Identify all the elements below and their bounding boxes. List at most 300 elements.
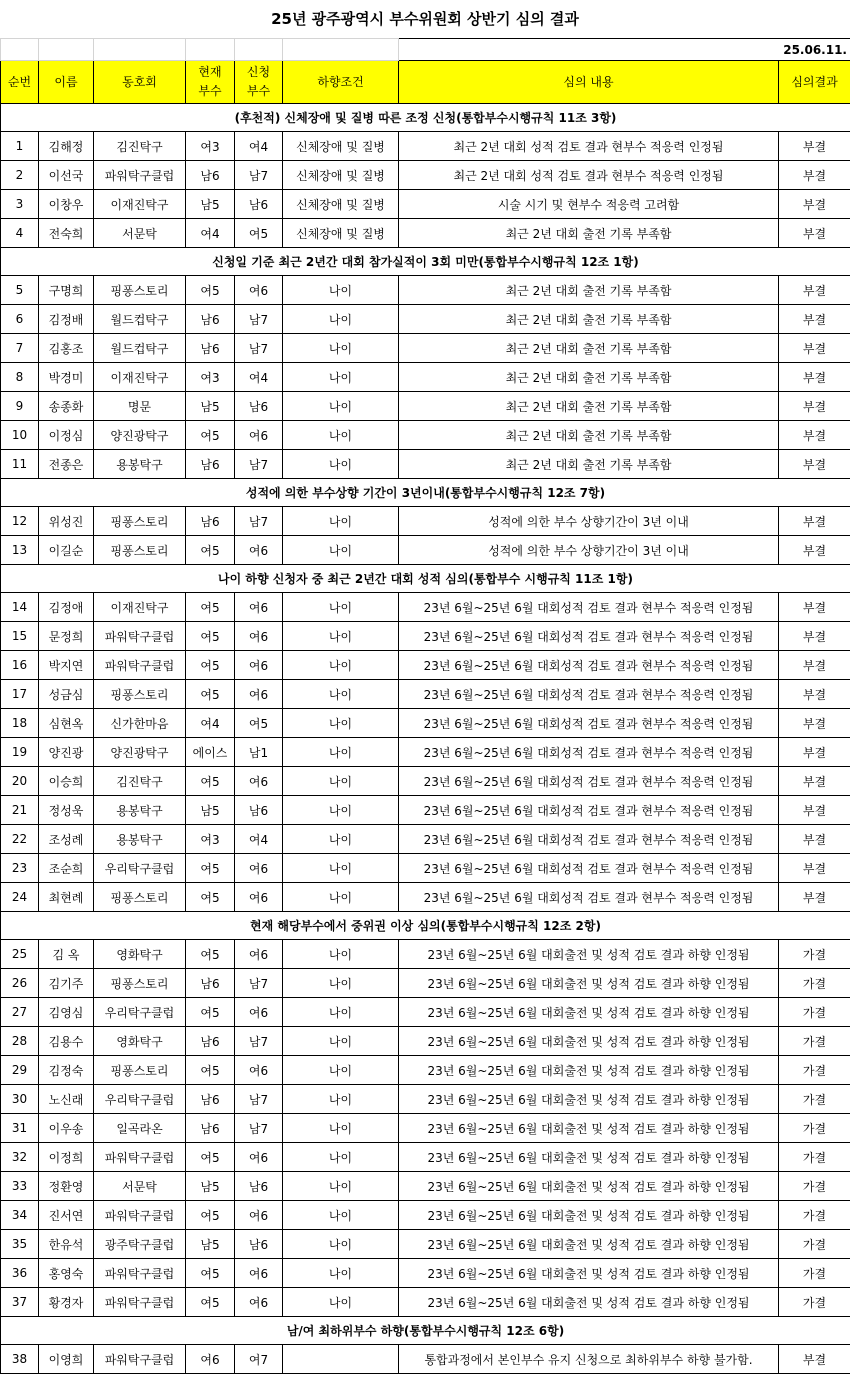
cell-requested-level: 여6 <box>235 421 283 450</box>
section-row <box>1 104 850 132</box>
cell-content: 23년 6월~25년 6월 대회출전 및 성적 검토 결과 하향 인정됨 <box>399 1143 779 1172</box>
table-row <box>1 536 850 565</box>
cell-result: 부결 <box>779 593 850 622</box>
cell-name: 한유석 <box>39 1230 94 1259</box>
cell-requested-level: 남7 <box>235 507 283 536</box>
cell-club: 영화탁구 <box>94 940 186 969</box>
cell-no: 12 <box>1 507 39 536</box>
cell-name: 김영심 <box>39 998 94 1027</box>
table-row <box>1 1027 850 1056</box>
table-row <box>1 1230 850 1259</box>
header-no: 순번 <box>1 61 39 104</box>
cell-content: 23년 6월~25년 6월 대회출전 및 성적 검토 결과 하향 인정됨 <box>399 1056 779 1085</box>
cell-condition: 나이 <box>283 1143 399 1172</box>
cell-name: 송종화 <box>39 392 94 421</box>
cell-result: 부결 <box>779 190 850 219</box>
cell-content: 최근 2년 대회 출전 기록 부족함 <box>399 450 779 479</box>
table-row <box>1 767 850 796</box>
cell-no: 33 <box>1 1172 39 1201</box>
section-row <box>1 1317 850 1345</box>
cell-condition <box>283 1345 399 1374</box>
cell-current-level: 남5 <box>186 796 235 825</box>
cell-club: 용봉탁구 <box>94 796 186 825</box>
cell-result: 가결 <box>779 1027 850 1056</box>
cell-no: 35 <box>1 1230 39 1259</box>
cell-name: 이영희 <box>39 1345 94 1374</box>
cell-no: 8 <box>1 363 39 392</box>
cell-content: 23년 6월~25년 6월 대회출전 및 성적 검토 결과 하향 인정됨 <box>399 1230 779 1259</box>
cell-content: 23년 6월~25년 6월 대회출전 및 성적 검토 결과 하향 인정됨 <box>399 1288 779 1317</box>
table-row <box>1 276 850 305</box>
cell-name: 이정희 <box>39 1143 94 1172</box>
table-row <box>1 1056 850 1085</box>
cell-result: 가결 <box>779 1085 850 1114</box>
cell-content: 최근 2년 대회 출전 기록 부족함 <box>399 334 779 363</box>
cell-no: 3 <box>1 190 39 219</box>
cell-current-level: 남5 <box>186 1172 235 1201</box>
cell-current-level: 여5 <box>186 276 235 305</box>
cell-result: 부결 <box>779 276 850 305</box>
header-current-level: 현재 부수 <box>186 61 235 104</box>
cell-name: 이길순 <box>39 536 94 565</box>
cell-club: 파워탁구클럽 <box>94 1201 186 1230</box>
cell-content: 23년 6월~25년 6월 대회성적 검토 결과 현부수 적응력 인정됨 <box>399 651 779 680</box>
cell-content: 23년 6월~25년 6월 대회성적 검토 결과 현부수 적응력 인정됨 <box>399 709 779 738</box>
cell-name: 박경미 <box>39 363 94 392</box>
cell-no: 4 <box>1 219 39 248</box>
cell-no: 9 <box>1 392 39 421</box>
cell-current-level: 여5 <box>186 854 235 883</box>
cell-club: 김진탁구 <box>94 767 186 796</box>
header-content: 심의 내용 <box>399 61 779 104</box>
cell-condition: 나이 <box>283 998 399 1027</box>
cell-result: 가결 <box>779 1288 850 1317</box>
review-date: 25.06.11. <box>399 39 850 61</box>
cell-condition: 나이 <box>283 738 399 767</box>
cell-requested-level: 남1 <box>235 738 283 767</box>
cell-name: 이정심 <box>39 421 94 450</box>
cell-condition: 나이 <box>283 507 399 536</box>
cell-current-level: 여5 <box>186 1056 235 1085</box>
cell-result: 부결 <box>779 738 850 767</box>
cell-no: 32 <box>1 1143 39 1172</box>
cell-no: 16 <box>1 651 39 680</box>
cell-requested-level: 남7 <box>235 334 283 363</box>
cell-result: 부결 <box>779 767 850 796</box>
table-row <box>1 190 850 219</box>
cell-content: 최근 2년 대회 출전 기록 부족함 <box>399 219 779 248</box>
cell-current-level: 남6 <box>186 1027 235 1056</box>
cell-club: 핑퐁스토리 <box>94 276 186 305</box>
cell-club: 이재진탁구 <box>94 593 186 622</box>
cell-condition: 나이 <box>283 883 399 912</box>
table-row <box>1 651 850 680</box>
cell-club: 양진광탁구 <box>94 738 186 767</box>
cell-current-level: 남6 <box>186 334 235 363</box>
cell-name: 김홍조 <box>39 334 94 363</box>
cell-result: 가결 <box>779 969 850 998</box>
cell-result: 부결 <box>779 536 850 565</box>
cell-no: 25 <box>1 940 39 969</box>
cell-name: 황경자 <box>39 1288 94 1317</box>
cell-club: 월드컵탁구 <box>94 334 186 363</box>
cell-content: 23년 6월~25년 6월 대회출전 및 성적 검토 결과 하향 인정됨 <box>399 1114 779 1143</box>
table-row <box>1 1201 850 1230</box>
cell-condition: 나이 <box>283 1259 399 1288</box>
cell-requested-level: 여5 <box>235 709 283 738</box>
cell-requested-level: 남7 <box>235 969 283 998</box>
cell-name: 최현례 <box>39 883 94 912</box>
cell-requested-level: 여6 <box>235 767 283 796</box>
cell-club: 파워탁구클럽 <box>94 1345 186 1374</box>
cell-no: 23 <box>1 854 39 883</box>
cell-result: 부결 <box>779 796 850 825</box>
cell-name: 박지연 <box>39 651 94 680</box>
cell-content: 최근 2년 대회 성적 검토 결과 현부수 적응력 인정됨 <box>399 132 779 161</box>
cell-name: 이우송 <box>39 1114 94 1143</box>
header-row <box>1 61 850 104</box>
cell-requested-level: 여6 <box>235 1201 283 1230</box>
cell-content: 23년 6월~25년 6월 대회성적 검토 결과 현부수 적응력 인정됨 <box>399 883 779 912</box>
cell-current-level: 여5 <box>186 1259 235 1288</box>
cell-result: 가결 <box>779 1201 850 1230</box>
cell-current-level: 남6 <box>186 1114 235 1143</box>
cell-no: 13 <box>1 536 39 565</box>
table-row <box>1 161 850 190</box>
table-row <box>1 1288 850 1317</box>
cell-current-level: 남5 <box>186 1230 235 1259</box>
cell-no: 19 <box>1 738 39 767</box>
cell-no: 31 <box>1 1114 39 1143</box>
cell-requested-level: 여6 <box>235 998 283 1027</box>
cell-condition: 나이 <box>283 1172 399 1201</box>
cell-name: 구명희 <box>39 276 94 305</box>
table-row <box>1 421 850 450</box>
cell-result: 가결 <box>779 1056 850 1085</box>
cell-club: 파워탁구클럽 <box>94 161 186 190</box>
section-row <box>1 912 850 940</box>
header-name: 이름 <box>39 61 94 104</box>
cell-name: 김정배 <box>39 305 94 334</box>
cell-content: 최근 2년 대회 출전 기록 부족함 <box>399 305 779 334</box>
cell-no: 37 <box>1 1288 39 1317</box>
cell-club: 파워탁구클럽 <box>94 1259 186 1288</box>
cell-condition: 나이 <box>283 651 399 680</box>
table-row <box>1 1143 850 1172</box>
cell-club: 우리탁구클럽 <box>94 854 186 883</box>
cell-current-level: 남6 <box>186 305 235 334</box>
cell-requested-level: 남7 <box>235 305 283 334</box>
cell-condition: 나이 <box>283 1085 399 1114</box>
cell-no: 34 <box>1 1201 39 1230</box>
header-requested-level: 신청 부수 <box>235 61 283 104</box>
cell-requested-level: 여6 <box>235 593 283 622</box>
cell-club: 이재진탁구 <box>94 363 186 392</box>
cell-requested-level: 여4 <box>235 363 283 392</box>
cell-club: 용봉탁구 <box>94 825 186 854</box>
cell-current-level: 여5 <box>186 651 235 680</box>
table-row <box>1 883 850 912</box>
cell-club: 명문 <box>94 392 186 421</box>
cell-no: 21 <box>1 796 39 825</box>
table-row <box>1 1085 850 1114</box>
cell-name: 이선국 <box>39 161 94 190</box>
cell-content: 23년 6월~25년 6월 대회성적 검토 결과 현부수 적응력 인정됨 <box>399 738 779 767</box>
cell-club: 우리탁구클럽 <box>94 998 186 1027</box>
cell-club: 파워탁구클럽 <box>94 651 186 680</box>
cell-requested-level: 남7 <box>235 1027 283 1056</box>
table-row <box>1 1114 850 1143</box>
cell-no: 7 <box>1 334 39 363</box>
cell-result: 부결 <box>779 709 850 738</box>
header-result: 심의결과 <box>779 61 850 104</box>
cell-content: 성적에 의한 부수 상향기간이 3년 이내 <box>399 536 779 565</box>
cell-condition: 나이 <box>283 1027 399 1056</box>
cell-condition: 나이 <box>283 767 399 796</box>
cell-result: 가결 <box>779 1114 850 1143</box>
cell-result: 부결 <box>779 622 850 651</box>
cell-requested-level: 여6 <box>235 883 283 912</box>
cell-no: 15 <box>1 622 39 651</box>
cell-requested-level: 남6 <box>235 392 283 421</box>
cell-content: 통합과정에서 본인부수 유지 신청으로 최하위부수 하향 불가함. <box>399 1345 779 1374</box>
result-table <box>0 38 850 1374</box>
table-row <box>1 507 850 536</box>
cell-requested-level: 남7 <box>235 1085 283 1114</box>
table-row <box>1 680 850 709</box>
cell-condition: 나이 <box>283 593 399 622</box>
cell-current-level: 여5 <box>186 998 235 1027</box>
cell-content: 23년 6월~25년 6월 대회성적 검토 결과 현부수 적응력 인정됨 <box>399 854 779 883</box>
cell-requested-level: 여5 <box>235 219 283 248</box>
cell-current-level: 여5 <box>186 593 235 622</box>
cell-condition: 나이 <box>283 969 399 998</box>
cell-no: 30 <box>1 1085 39 1114</box>
cell-name: 조성례 <box>39 825 94 854</box>
cell-club: 김진탁구 <box>94 132 186 161</box>
cell-requested-level: 여6 <box>235 651 283 680</box>
cell-current-level: 여5 <box>186 622 235 651</box>
cell-content: 최근 2년 대회 출전 기록 부족함 <box>399 392 779 421</box>
cell-condition: 나이 <box>283 796 399 825</box>
cell-name: 양진광 <box>39 738 94 767</box>
cell-no: 27 <box>1 998 39 1027</box>
cell-condition: 나이 <box>283 392 399 421</box>
cell-condition: 나이 <box>283 622 399 651</box>
table-row <box>1 132 850 161</box>
cell-no: 6 <box>1 305 39 334</box>
cell-no: 18 <box>1 709 39 738</box>
cell-content: 23년 6월~25년 6월 대회성적 검토 결과 현부수 적응력 인정됨 <box>399 622 779 651</box>
section-title: 신청일 기준 최근 2년간 대회 참가실적이 3회 미만(통합부수시행규칙 12조 1항) <box>1 248 850 276</box>
cell-club: 핑퐁스토리 <box>94 1056 186 1085</box>
cell-requested-level: 여6 <box>235 1143 283 1172</box>
cell-name: 진서연 <box>39 1201 94 1230</box>
cell-club: 핑퐁스토리 <box>94 536 186 565</box>
cell-current-level: 여4 <box>186 219 235 248</box>
cell-content: 23년 6월~25년 6월 대회출전 및 성적 검토 결과 하향 인정됨 <box>399 1259 779 1288</box>
cell-no: 22 <box>1 825 39 854</box>
cell-requested-level: 여6 <box>235 622 283 651</box>
cell-condition: 나이 <box>283 1056 399 1085</box>
cell-current-level: 여5 <box>186 1143 235 1172</box>
cell-condition: 신체장애 및 질병 <box>283 161 399 190</box>
cell-requested-level: 남7 <box>235 1114 283 1143</box>
table-row <box>1 392 850 421</box>
cell-condition: 나이 <box>283 450 399 479</box>
cell-condition: 나이 <box>283 305 399 334</box>
cell-requested-level: 여6 <box>235 680 283 709</box>
cell-condition: 신체장애 및 질병 <box>283 132 399 161</box>
section-title: 현재 해당부수에서 중위권 이상 심의(통합부수시행규칙 12조 2항) <box>1 912 850 940</box>
cell-requested-level: 여4 <box>235 132 283 161</box>
table-row <box>1 854 850 883</box>
cell-name: 김해정 <box>39 132 94 161</box>
cell-requested-level: 여6 <box>235 1288 283 1317</box>
cell-content: 23년 6월~25년 6월 대회성적 검토 결과 현부수 적응력 인정됨 <box>399 825 779 854</box>
header-condition: 하향조건 <box>283 61 399 104</box>
cell-requested-level: 남7 <box>235 161 283 190</box>
table-body <box>1 104 850 1374</box>
cell-club: 핑퐁스토리 <box>94 969 186 998</box>
cell-condition: 나이 <box>283 421 399 450</box>
cell-current-level: 남6 <box>186 507 235 536</box>
cell-no: 24 <box>1 883 39 912</box>
section-title: 남/여 최하위부수 하향(통합부수시행규칙 12조 6항) <box>1 1317 850 1345</box>
cell-club: 용봉탁구 <box>94 450 186 479</box>
cell-condition: 나이 <box>283 1230 399 1259</box>
section-row <box>1 565 850 593</box>
cell-club: 핑퐁스토리 <box>94 507 186 536</box>
header-club: 동호회 <box>94 61 186 104</box>
cell-condition: 나이 <box>283 536 399 565</box>
cell-name: 노신래 <box>39 1085 94 1114</box>
date-row <box>1 39 850 61</box>
cell-result: 가결 <box>779 1143 850 1172</box>
cell-content: 23년 6월~25년 6월 대회출전 및 성적 검토 결과 하향 인정됨 <box>399 1027 779 1056</box>
cell-result: 부결 <box>779 392 850 421</box>
cell-current-level: 여5 <box>186 680 235 709</box>
cell-content: 최근 2년 대회 출전 기록 부족함 <box>399 363 779 392</box>
cell-current-level: 여5 <box>186 421 235 450</box>
cell-current-level: 여3 <box>186 363 235 392</box>
cell-result: 부결 <box>779 1345 850 1374</box>
cell-result: 부결 <box>779 854 850 883</box>
cell-result: 부결 <box>779 363 850 392</box>
cell-condition: 나이 <box>283 709 399 738</box>
table-row <box>1 940 850 969</box>
cell-requested-level: 남6 <box>235 796 283 825</box>
cell-current-level: 남6 <box>186 161 235 190</box>
cell-current-level: 여5 <box>186 940 235 969</box>
cell-content: 시술 시기 및 현부수 적응력 고려함 <box>399 190 779 219</box>
cell-result: 부결 <box>779 651 850 680</box>
cell-club: 파워탁구클럽 <box>94 622 186 651</box>
section-title: 나이 하향 신청자 중 최근 2년간 대회 성적 심의(통합부수 시행규칙 11조 1항) <box>1 565 850 593</box>
cell-no: 10 <box>1 421 39 450</box>
cell-club: 핑퐁스토리 <box>94 680 186 709</box>
cell-result: 부결 <box>779 825 850 854</box>
cell-name: 문정희 <box>39 622 94 651</box>
table-row <box>1 593 850 622</box>
cell-content: 23년 6월~25년 6월 대회성적 검토 결과 현부수 적응력 인정됨 <box>399 767 779 796</box>
cell-club: 신가한마음 <box>94 709 186 738</box>
cell-no: 36 <box>1 1259 39 1288</box>
cell-name: 김정애 <box>39 593 94 622</box>
cell-requested-level: 남7 <box>235 450 283 479</box>
cell-club: 이재진탁구 <box>94 190 186 219</box>
cell-content: 성적에 의한 부수 상향기간이 3년 이내 <box>399 507 779 536</box>
cell-current-level: 여5 <box>186 1201 235 1230</box>
cell-club: 서문탁 <box>94 219 186 248</box>
cell-club: 일곡라온 <box>94 1114 186 1143</box>
cell-result: 부결 <box>779 161 850 190</box>
cell-current-level: 여6 <box>186 1345 235 1374</box>
cell-content: 23년 6월~25년 6월 대회출전 및 성적 검토 결과 하향 인정됨 <box>399 1201 779 1230</box>
section-title: 성적에 의한 부수상향 기간이 3년이내(통합부수시행규칙 12조 7항) <box>1 479 850 507</box>
cell-requested-level: 여4 <box>235 825 283 854</box>
cell-no: 2 <box>1 161 39 190</box>
cell-name: 정환영 <box>39 1172 94 1201</box>
cell-requested-level: 여6 <box>235 1259 283 1288</box>
cell-result: 부결 <box>779 132 850 161</box>
cell-current-level: 남6 <box>186 1085 235 1114</box>
cell-condition: 나이 <box>283 1288 399 1317</box>
cell-current-level: 여3 <box>186 825 235 854</box>
cell-condition: 나이 <box>283 680 399 709</box>
section-title: (후천적) 신체장애 및 질병 따른 조정 신청(통합부수시행규칙 11조 3항) <box>1 104 850 132</box>
cell-no: 17 <box>1 680 39 709</box>
cell-name: 이창우 <box>39 190 94 219</box>
cell-requested-level: 여7 <box>235 1345 283 1374</box>
cell-name: 김 옥 <box>39 940 94 969</box>
cell-condition: 나이 <box>283 825 399 854</box>
cell-club: 월드컵탁구 <box>94 305 186 334</box>
cell-name: 조순희 <box>39 854 94 883</box>
cell-result: 부결 <box>779 219 850 248</box>
cell-condition: 나이 <box>283 276 399 305</box>
table-row <box>1 1345 850 1374</box>
cell-content: 23년 6월~25년 6월 대회출전 및 성적 검토 결과 하향 인정됨 <box>399 940 779 969</box>
cell-requested-level: 여6 <box>235 940 283 969</box>
cell-current-level: 남6 <box>186 969 235 998</box>
cell-name: 김용수 <box>39 1027 94 1056</box>
cell-result: 부결 <box>779 334 850 363</box>
cell-result: 부결 <box>779 450 850 479</box>
cell-result: 부결 <box>779 507 850 536</box>
cell-requested-level: 여6 <box>235 536 283 565</box>
cell-current-level: 여5 <box>186 536 235 565</box>
cell-name: 김정숙 <box>39 1056 94 1085</box>
cell-club: 서문탁 <box>94 1172 186 1201</box>
cell-current-level: 여4 <box>186 709 235 738</box>
cell-requested-level: 남6 <box>235 1230 283 1259</box>
cell-no: 11 <box>1 450 39 479</box>
cell-current-level: 남5 <box>186 190 235 219</box>
table-row <box>1 305 850 334</box>
cell-current-level: 여3 <box>186 132 235 161</box>
table-row <box>1 334 850 363</box>
cell-no: 38 <box>1 1345 39 1374</box>
table-row <box>1 363 850 392</box>
cell-condition: 나이 <box>283 334 399 363</box>
cell-name: 전숙희 <box>39 219 94 248</box>
table-row <box>1 738 850 767</box>
table-row <box>1 219 850 248</box>
cell-content: 23년 6월~25년 6월 대회출전 및 성적 검토 결과 하향 인정됨 <box>399 1172 779 1201</box>
cell-requested-level: 여6 <box>235 854 283 883</box>
cell-club: 핑퐁스토리 <box>94 883 186 912</box>
